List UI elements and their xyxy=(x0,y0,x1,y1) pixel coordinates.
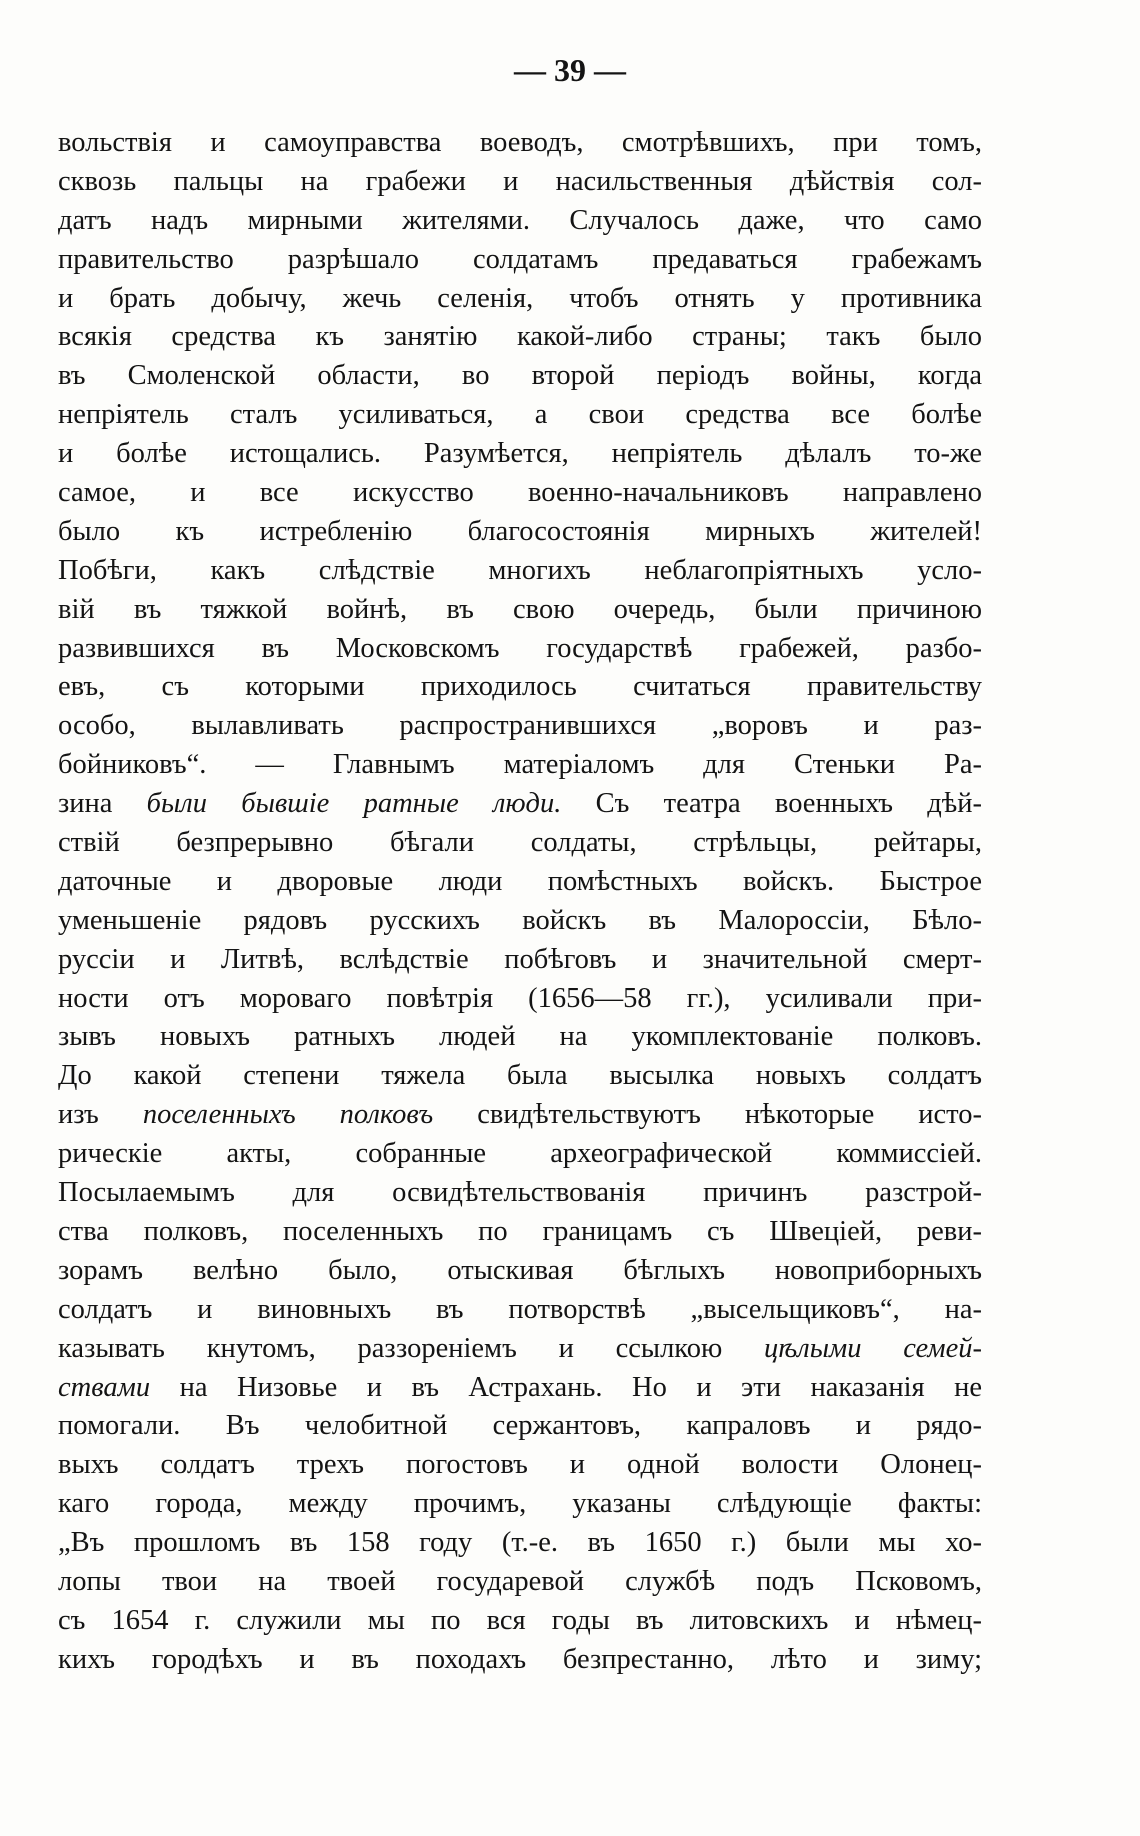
text-line: ства полковъ, поселенныхъ по границамъ съ Швеціей, реви- xyxy=(58,1215,982,1247)
text-line: было къ истребленію благосостоянія мирныхъ жителей! xyxy=(58,515,982,547)
text-line: солдатъ и виновныхъ въ потворствѣ „высельщиковъ“, на- xyxy=(58,1293,982,1325)
text-line: въ Смоленской области, во второй періодъ войны, когда xyxy=(58,360,982,392)
text-line: изъ поселенныхъ полковъ свидѣтельствуютъ нѣкоторые исто- xyxy=(58,1099,982,1131)
text-line: „Въ прошломъ въ 158 году (т.-е. въ 1650 г.) были мы хо- xyxy=(58,1527,982,1559)
text-line: казывать кнутомъ, раззореніемъ и ссылкою цѣлыми семей- xyxy=(58,1332,983,1364)
text-line: выхъ солдатъ трехъ погостовъ и одной волости Олонец- xyxy=(58,1449,982,1481)
text-line: вольствія и самоуправства воеводъ, смотрѣвшихъ, при томъ, xyxy=(58,127,982,158)
text-line: помогали. Въ челобитной сержантовъ, капраловъ и рядо- xyxy=(58,1410,982,1442)
text-line: всякія средства къ занятію какой-либо страны; такъ было xyxy=(58,321,982,353)
text-line: ствій безпрерывно бѣгали солдаты, стрѣльцы, рейтары, xyxy=(58,827,982,859)
text-line: Побѣги, какъ слѣдствіе многихъ неблагопріятныхъ усло- xyxy=(58,554,982,586)
text-line: правительство разрѣшало солдатамъ предаваться грабежамъ xyxy=(58,243,982,275)
text-line: зорамъ велѣно было, отыскивая бѣглыхъ новоприборныхъ xyxy=(58,1254,982,1286)
text-line: Посылаемымъ для освидѣтельствованія причинъ разстрой- xyxy=(58,1177,982,1209)
text-line: развившихся въ Московскомъ государствѣ грабежей, разбо- xyxy=(58,632,982,664)
italic-phrase: цѣлыми семей- xyxy=(764,1332,983,1364)
text-line: ствами на Низовье и въ Астрахань. Но и эти наказанія не xyxy=(58,1371,982,1403)
text-line: и брать добычу, жечь селенія, чтобъ отнять у противника xyxy=(58,282,982,314)
italic-phrase: были бывшіе ратные люди. xyxy=(146,788,562,820)
text-line: каго города, между прочимъ, указаны слѣдующіе факты: xyxy=(58,1488,982,1520)
text-line: вій въ тяжкой войнѣ, въ свою очередь, были причиною xyxy=(58,593,982,625)
text-line: евъ, съ которыми приходилось считаться правительству xyxy=(58,671,982,703)
text-line: уменьшеніе рядовъ русскихъ войскъ въ Малороссіи, Бѣло- xyxy=(58,904,982,936)
text-line: непріятель сталъ усиливаться, а свои средства все болѣе xyxy=(58,399,982,431)
text-line: До какой степени тяжела была высылка новыхъ солдатъ xyxy=(58,1060,982,1092)
text-line: кихъ городѣхъ и въ походахъ безпрестанно, лѣто и зиму; xyxy=(58,1643,982,1675)
text-line: рическіе акты, собранные археографической коммиссіей. xyxy=(58,1138,982,1170)
text-line: бойниковъ“. — Главнымъ матеріаломъ для Стеньки Ра- xyxy=(58,749,982,781)
italic-phrase: поселенныхъ полковъ xyxy=(142,1099,434,1131)
italic-phrase: ствами xyxy=(58,1371,151,1403)
text-line: лопы твои на твоей государевой службѣ подъ Псковомъ, xyxy=(58,1565,982,1597)
text-line: руссіи и Литвѣ, вслѣдствіе побѣговъ и значительной смерт- xyxy=(58,943,982,975)
text-line: съ 1654 г. служили мы по вся годы въ литовскихъ и нѣмец- xyxy=(58,1604,982,1636)
body-text xyxy=(58,124,982,1680)
text-line: и болѣе истощались. Разумѣется, непріятель дѣлалъ то-же xyxy=(58,438,982,470)
text-line: сквозь пальцы на грабежи и насильственныя дѣйствія сол- xyxy=(58,165,982,197)
text-line: зина были бывшіе ратные люди. Съ театра военныхъ дѣй- xyxy=(58,788,982,820)
text-line: самое, и все искусство военно-начальниковъ направлено xyxy=(58,477,982,509)
text-line: ности отъ мороваго повѣтрія (1656—58 гг.), усиливали при- xyxy=(58,982,982,1014)
text-line: даточные и дворовые люди помѣстныхъ войскъ. Быстрое xyxy=(58,865,982,897)
text-line: особо, вылавливать распространившихся „воровъ и раз- xyxy=(58,710,982,742)
text-line: датъ надъ мирными жителями. Случалось даже, что само xyxy=(58,204,982,236)
page-number: — 39 — xyxy=(514,52,626,88)
text-line: зывъ новыхъ ратныхъ людей на укомплектованіе полковъ. xyxy=(58,1021,982,1053)
